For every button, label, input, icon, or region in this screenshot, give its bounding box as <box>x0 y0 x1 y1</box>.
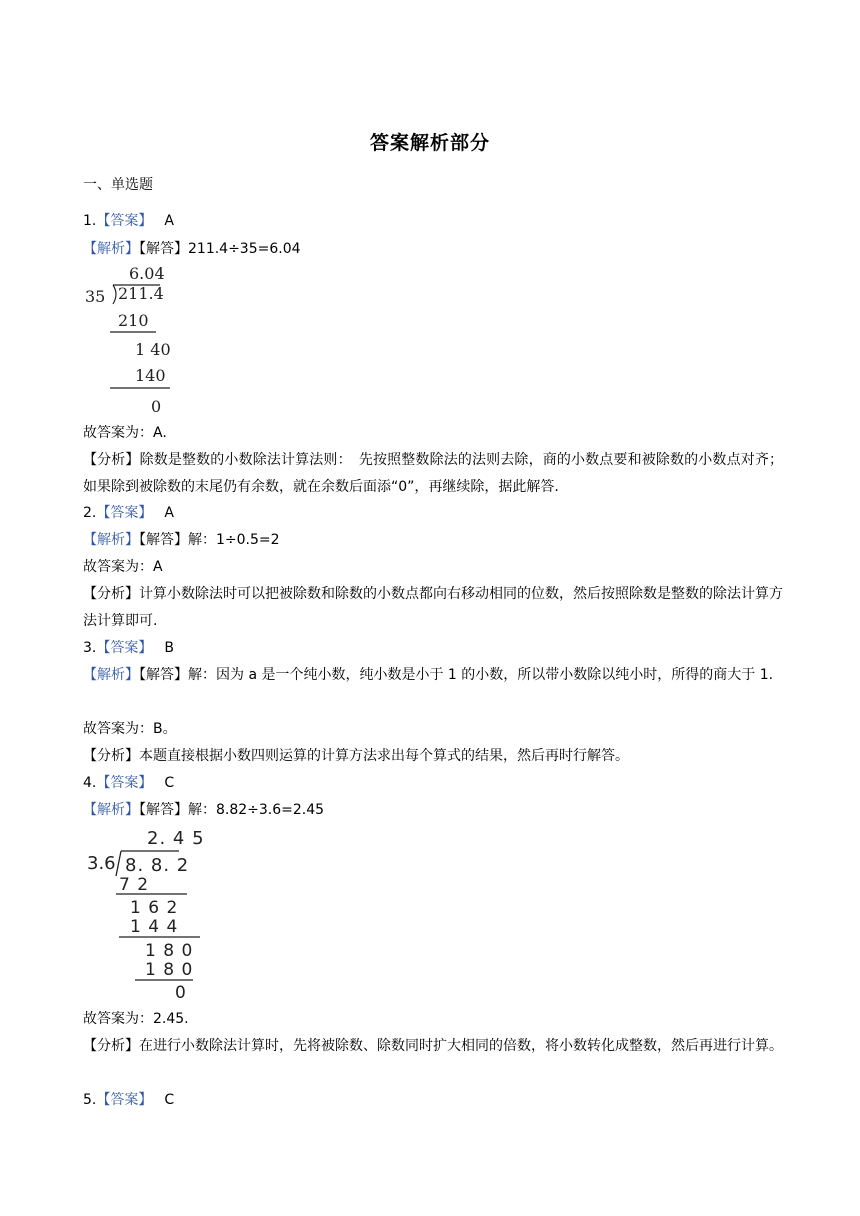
question-3-analysis: 【分析】本题直接根据小数四则运算的计算方法求出每个算式的结果，然后再时行解答。 <box>83 748 629 764</box>
answer-tag: 【答案】 <box>96 1092 153 1108</box>
question-3-answer-line <box>83 639 783 657</box>
step-text: 1 6 2 <box>130 898 179 918</box>
step-text: 1 8 0 <box>145 941 194 961</box>
question-2-solution-line <box>83 531 783 549</box>
divisor-text: 3.6 <box>87 853 116 874</box>
question-4-answer-line <box>83 774 783 792</box>
long-division-figure-2 <box>83 824 213 1002</box>
question-number: 1. <box>83 213 97 229</box>
question-1-answer-line <box>83 212 783 230</box>
question-4-conclusion: 故答案为：2.45. <box>83 1011 189 1027</box>
question-number: 2. <box>83 505 97 521</box>
question-4-analysis: 【分析】在进行小数除法计算时，先将被除数、除数同时扩大相同的倍数，将小数转化成整数，然后再进行计算。 <box>83 1038 783 1054</box>
answer-value: C <box>164 1092 175 1108</box>
question-number: 5. <box>83 1092 97 1108</box>
question-4-solution-line <box>83 801 783 819</box>
answer-tag: 【答案】 <box>96 213 153 229</box>
long-division-figure-1 <box>83 262 183 416</box>
jiexi-tag: 【解析】 <box>83 802 139 818</box>
section-heading: 一、单选题 <box>83 177 153 193</box>
question-2-answer-line <box>83 504 783 522</box>
step-text: 1 4 4 <box>130 917 179 937</box>
jiexi-tag: 【解析】 <box>83 667 139 683</box>
answer-value: A <box>164 505 174 521</box>
solution-text: 【解答】解：1÷0.5=2 <box>139 532 280 548</box>
step-text: 210 <box>118 311 149 330</box>
jiexi-tag: 【解析】 <box>83 241 139 257</box>
question-2-analysis: 【分析】计算小数除法时可以把被除数和除数的小数点都向右移动相同的位数，然后按照除数是整数的除法计算方法计算即可. <box>83 586 783 629</box>
step-text: 1 40 <box>135 340 171 359</box>
solution-text: 【解答】解：8.82÷3.6=2.45 <box>139 802 325 818</box>
question-3-conclusion: 故答案为：B。 <box>83 721 177 737</box>
answer-value: A <box>164 213 174 229</box>
answer-value: C <box>164 775 175 791</box>
solution-text: 【解答】解：因为 a 是一个纯小数，纯小数是小于 1 的小数，所以带小数除以纯小时，所得的商大于 1. <box>139 667 774 683</box>
answer-value: B <box>164 640 174 656</box>
quotient-text: 6.04 <box>129 264 165 283</box>
divisor-text: 35 <box>85 287 106 306</box>
question-1-solution-line <box>83 240 783 258</box>
answer-tag: 【答案】 <box>96 640 153 656</box>
answer-tag: 【答案】 <box>96 505 153 521</box>
quotient-text: 2. 4 5 <box>147 828 205 849</box>
question-2-conclusion: 故答案为：A <box>83 559 163 575</box>
dividend-text: 211.4 <box>118 284 164 303</box>
question-1-analysis: 【分析】除数是整数的小数除法计算法则： 先按照整数除法的法则去除，商的小数点要和被除数的小数点对齐；如果除到被除数的末尾仍有余数，就在余数后面添“0”，再继续除，据此解答. <box>83 452 783 495</box>
solution-text: 【解答】211.4÷35=6.04 <box>139 241 301 257</box>
question-3-solution-line <box>83 662 783 689</box>
step-text: 140 <box>135 366 166 385</box>
dividend-text: 8. 8. 2 <box>125 855 190 876</box>
question-number: 3. <box>83 640 97 656</box>
question-number: 4. <box>83 775 97 791</box>
page-title: 答案解析部分 <box>369 132 490 154</box>
question-5-answer-line <box>83 1091 783 1109</box>
step-text: 1 8 0 <box>145 960 194 980</box>
answer-tag: 【答案】 <box>96 775 153 791</box>
question-1-conclusion: 故答案为：A. <box>83 425 167 441</box>
step-text: 0 <box>151 397 162 416</box>
jiexi-tag: 【解析】 <box>83 532 139 548</box>
step-text: 0 <box>175 983 186 1002</box>
step-text: 7 2 <box>119 875 150 895</box>
